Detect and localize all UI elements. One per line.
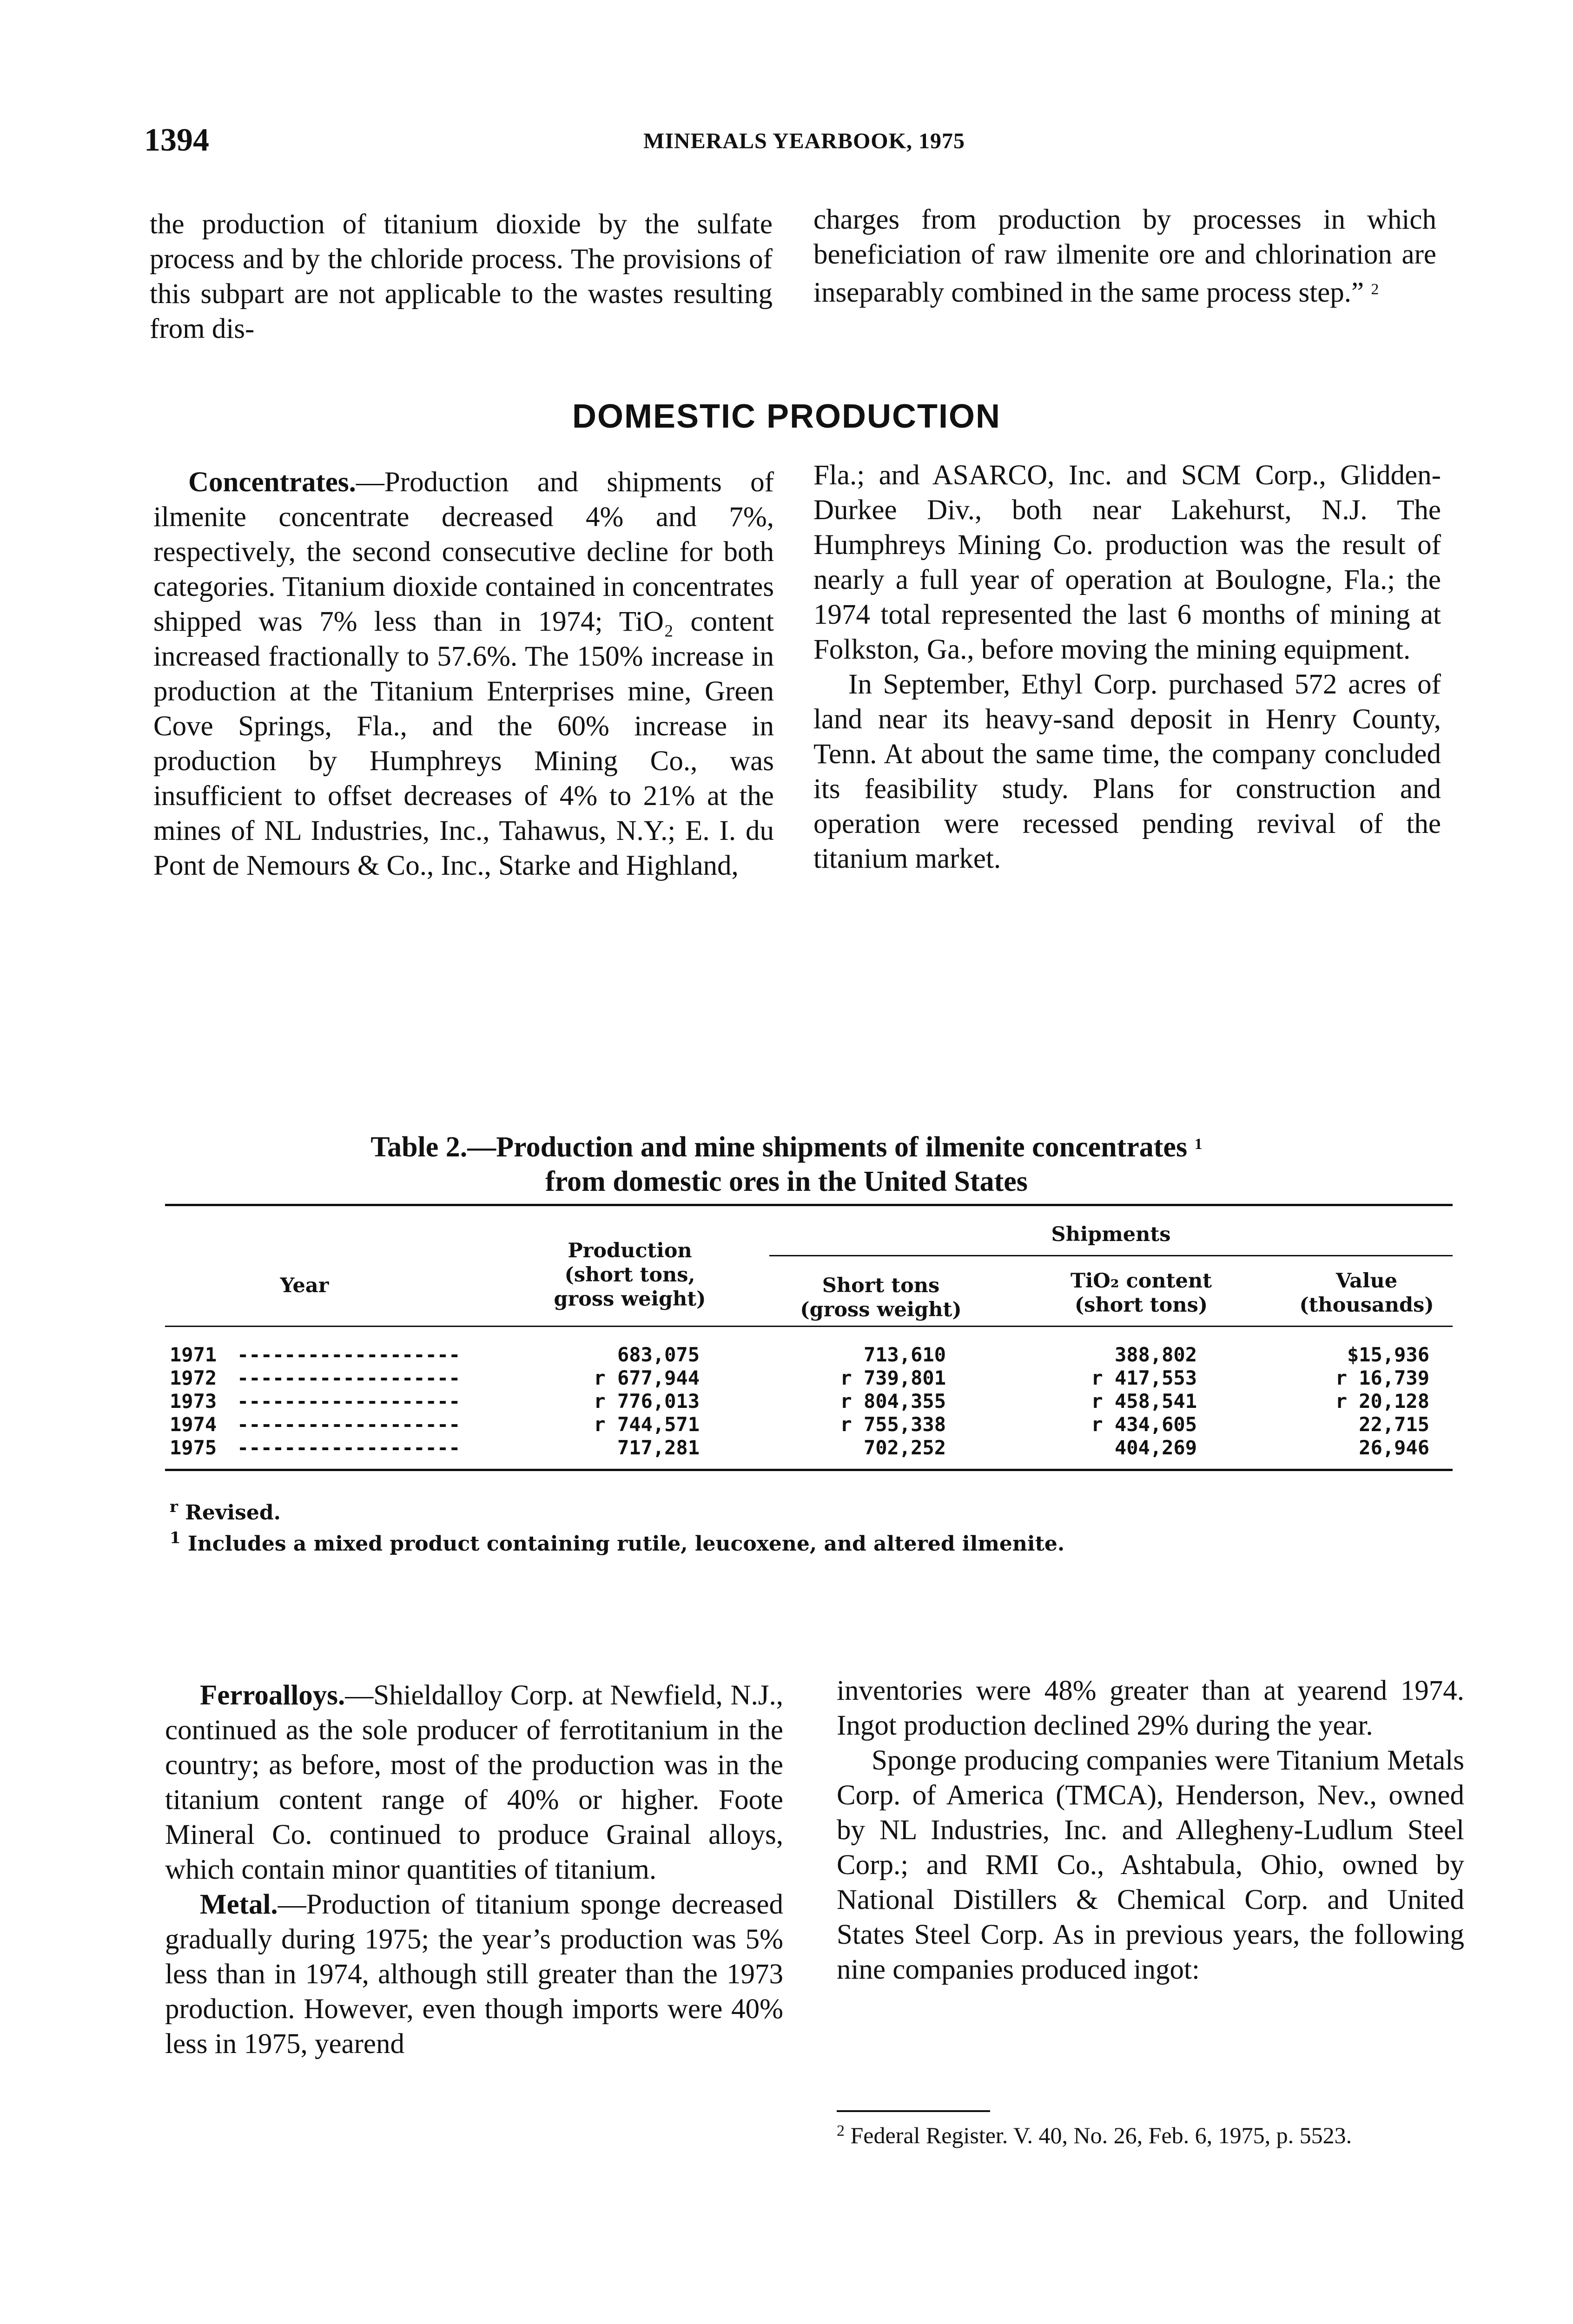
header-tio2-1: TiO₂ content	[1070, 1269, 1212, 1293]
table-cell-value: r 16,739	[1335, 1367, 1429, 1389]
header-value-1: Value	[1335, 1269, 1398, 1293]
table-cell-tio2: r 458,541	[1091, 1390, 1197, 1413]
short-tons-column	[806, 1343, 946, 1459]
year-column	[170, 1343, 225, 1459]
table-leader: -------------------	[237, 1343, 461, 1366]
footnote-ref-2: 2	[1371, 281, 1379, 298]
footnote-mark: 2	[837, 2122, 845, 2139]
concentrates-right-column	[813, 458, 1441, 876]
header-production-2: (short tons,	[564, 1263, 695, 1287]
table-cell-short-tons: r 804,355	[840, 1390, 946, 1413]
header-shipments: Shipments	[1051, 1223, 1171, 1246]
page-number: 1394	[144, 122, 209, 158]
table-cell-production: 717,281	[617, 1436, 700, 1459]
table-caption-text: Table 2.—Production and mine shipments of ilmenite concentrates	[370, 1131, 1188, 1163]
header-year: Year	[280, 1274, 329, 1297]
header-production	[514, 1239, 746, 1311]
footnote-text: Federal Register. V. 40, No. 26, Feb. 6, 1975, p. 5523.	[850, 2122, 1352, 2148]
table-cell-production: r 776,013	[594, 1390, 700, 1413]
metal-heading: Metal.	[200, 1889, 278, 1920]
table-leader: -------------------	[237, 1436, 461, 1459]
table-cell-tio2: 388,802	[1114, 1343, 1197, 1366]
table-note-includes	[170, 1525, 1425, 1557]
ferroalloys-metal-left-column	[165, 1678, 783, 2061]
header-tio2	[1025, 1269, 1257, 1317]
running-head: MINERALS YEARBOOK, 1975	[643, 129, 965, 153]
shipments-rule	[769, 1255, 1453, 1256]
value-column	[1295, 1343, 1429, 1459]
table-cell-value: 22,715	[1359, 1413, 1429, 1436]
table-cell-short-tons: 702,252	[863, 1436, 946, 1459]
header-production-1: Production	[568, 1239, 692, 1262]
header-short-tons-1: Short tons	[822, 1274, 940, 1297]
footnote	[837, 2117, 1469, 2149]
table-leader: -------------------	[237, 1367, 461, 1389]
table-bottom-rule	[165, 1469, 1453, 1471]
table-caption-line-1	[0, 1127, 1573, 1164]
table-cell-short-tons: r 755,338	[840, 1413, 946, 1436]
concentrates-heading: Concentrates.	[188, 467, 356, 498]
table-cell-year: 1972	[170, 1367, 217, 1389]
table-cell-value: 26,946	[1359, 1436, 1429, 1459]
table-caption	[0, 1127, 1573, 1199]
table-cell-year: 1973	[170, 1390, 217, 1413]
ferroalloys-paragraph	[165, 1678, 783, 1887]
table-cell-tio2: r 434,605	[1091, 1413, 1197, 1436]
table-cell-year: 1975	[170, 1436, 217, 1459]
header-production-3: gross weight)	[554, 1287, 706, 1311]
concentrates-left-column	[153, 465, 774, 883]
table-note-revised	[170, 1494, 1425, 1525]
table-cell-tio2: 404,269	[1114, 1436, 1197, 1459]
metal-text: —Production of titanium sponge decreased gradually during 1975; the year’s production was 5% less than in 1974, although still greater than the 1973 production. However, even though imports were 40% less in 1975, yearend	[165, 1889, 783, 2060]
production-column	[560, 1343, 700, 1459]
leader-column	[237, 1343, 469, 1459]
table-cell-value: r 20,128	[1335, 1390, 1429, 1413]
table-cell-short-tons: 713,610	[863, 1343, 946, 1366]
table-cell-production: 683,075	[617, 1343, 700, 1366]
tio2-column	[1057, 1343, 1197, 1459]
table-leader: -------------------	[237, 1390, 461, 1413]
intro-right-text: charges from production by processes in which beneficiation of raw ilmenite ore and chlorination are inseparably combined in the same process step.”	[813, 204, 1436, 308]
table-note-text: Includes a mixed product containing rutile, leucoxene, and altered ilmenite.	[188, 1532, 1065, 1556]
table-note-mark: 1	[170, 1529, 181, 1547]
concentrates-left-text: —Production and shipments of ilmenite concentrate decreased 4% and 7%, respectively, the second consecutive decline for both categories. Titanium dioxide contained in concentrates shipped was 7% less than in 1974; TiO₂ content increased fractionally to 57.6%. The 150% increase in production at the Titanium Enterprises mine, Green Cove Springs, Fla., and the 60% increase in production by Humphreys Mining Co., was insufficient to offset decreases of 4% to 21% at the mines of NL Industries, Inc., Tahawus, N.Y.; E. I. du Pont de Nemours & Co., Inc., Starke and Highland,	[153, 467, 774, 881]
table-cell-short-tons: r 739,801	[840, 1367, 946, 1389]
table-cell-year: 1974	[170, 1413, 217, 1436]
table-cell-value: $15,936	[1347, 1343, 1429, 1366]
concentrates-right-text-1: Fla.; and ASARCO, Inc. and SCM Corp., Glidden-Durkee Div., both near Lakehurst, N.J. The Humphreys Mining Co. production was the result of nearly a full year of operation at Boulogne, Fla.; the 1974 total represented the last 6 months of mining at Folkston, Ga., before moving the mining equipment.	[813, 460, 1441, 665]
table-caption-ref: 1	[1194, 1136, 1203, 1153]
table-leader: -------------------	[237, 1413, 461, 1436]
section-title: DOMESTIC PRODUCTION	[572, 398, 1001, 435]
table-top-rule	[165, 1204, 1453, 1206]
metal-paragraph	[165, 1887, 783, 2061]
intro-right-paragraph	[813, 202, 1436, 310]
concentrates-right-text-2: In September, Ethyl Corp. purchased 572 acres of land near its heavy-sand deposit in Henry County, Tenn. At about the same time, the company concluded its feasibility study. Plans for construction and operation were recessed pending revival of the titanium market.	[813, 669, 1441, 874]
intro-right-column	[813, 202, 1436, 310]
table-cell-production: r 744,571	[594, 1413, 700, 1436]
header-value-2: (thousands)	[1299, 1294, 1434, 1317]
table-caption-line-2: from domestic ores in the United States	[545, 1166, 1028, 1197]
metal-right-text-2: Sponge producing companies were Titanium Metals Corp. of America (TMCA), Henderson, Nev., owned by NL Industries, Inc. and Allegheny-Ludlum Steel Corp.; and RMI Co., Ashtabula, Ohio, owned by National Distillers & Chemical Corp. and United States Steel Corp. As in previous years, the following nine companies produced ingot:	[837, 1745, 1464, 1985]
table-note-text: Revised.	[185, 1501, 281, 1525]
table-cell-year: 1971	[170, 1343, 217, 1366]
table-cell-production: r 677,944	[594, 1367, 700, 1389]
ferroalloys-heading: Ferroalloys.	[200, 1680, 345, 1711]
metal-right-column	[837, 1673, 1464, 1987]
ferroalloys-text: —Shieldalloy Corp. at Newfield, N.J., continued as the sole producer of ferrotitanium in the country; as before, most of the production was in the titanium content range of 40% or higher. Foote Mineral Co. continued to produce Grainal alloys, which contain minor quantities of titanium.	[165, 1680, 783, 1885]
header-short-tons	[774, 1274, 988, 1322]
concentrates-paragraph	[153, 465, 774, 883]
footnote-rule	[837, 2110, 990, 2112]
page-header	[144, 122, 1464, 168]
header-short-tons-2: (gross weight)	[800, 1298, 962, 1321]
metal-right-text-1: inventories were 48% greater than at yearend 1974. Ingot production declined 29% during the year.	[837, 1675, 1464, 1741]
header-tio2-2: (short tons)	[1074, 1294, 1208, 1317]
table-note-mark: r	[170, 1498, 178, 1516]
header-rule	[165, 1326, 1453, 1327]
intro-left-column	[150, 207, 773, 346]
table-cell-tio2: r 417,553	[1091, 1367, 1197, 1389]
header-value	[1281, 1269, 1453, 1317]
intro-left-text: the production of titanium dioxide by the sulfate process and by the chloride process. The provisions of this subpart are not applicable to the wastes resulting from dis-	[150, 209, 773, 344]
production-table	[165, 1204, 1453, 1473]
table-notes	[170, 1494, 1425, 1557]
